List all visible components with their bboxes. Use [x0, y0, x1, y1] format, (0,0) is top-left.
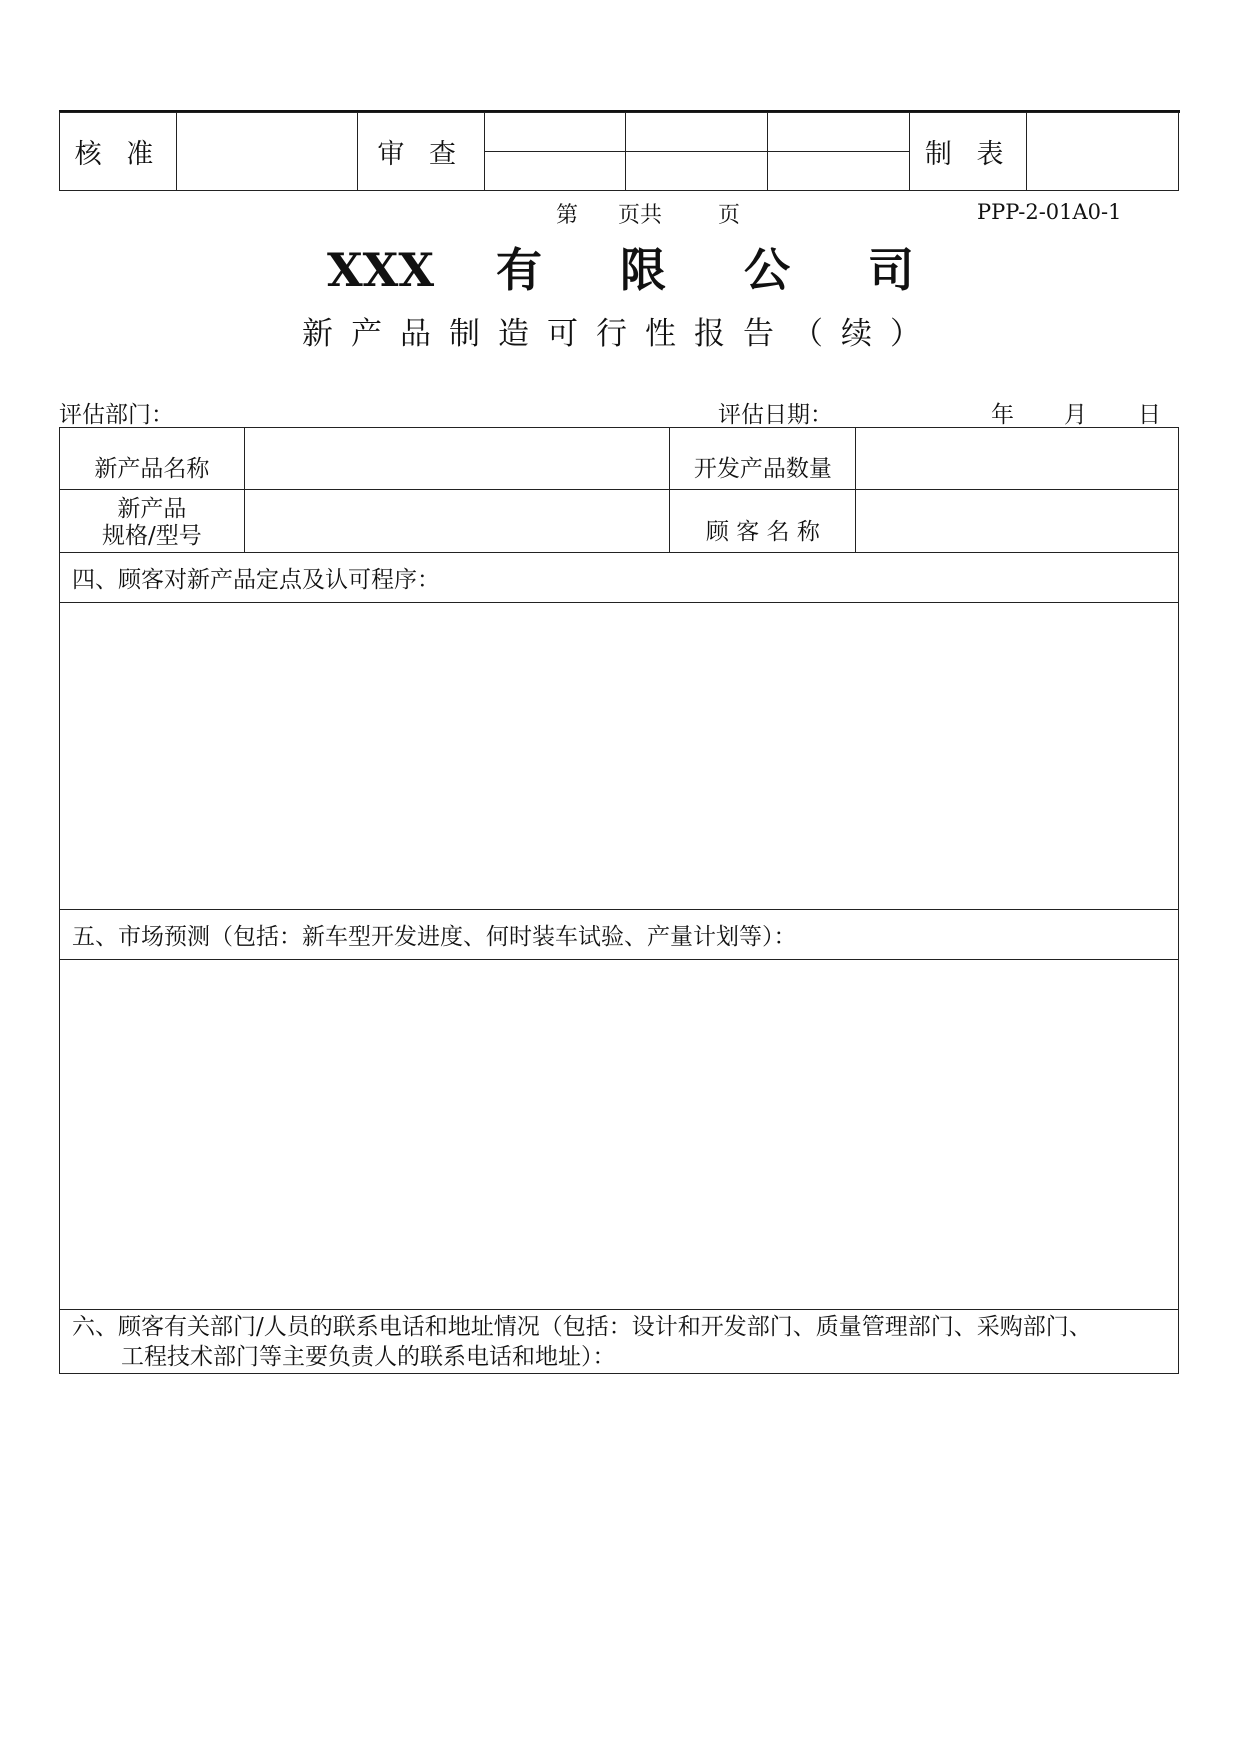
- review-cell-3b[interactable]: [768, 152, 910, 191]
- review-label: 审 查: [357, 113, 484, 191]
- spec-label-line2: 规格/型号: [102, 522, 202, 549]
- section-4-heading: 四、顾客对新产品定点及认可程序：: [60, 553, 1179, 603]
- company-name-part: XXX: [326, 243, 435, 297]
- review-cell-3a[interactable]: [768, 113, 910, 152]
- review-cell-2a[interactable]: [626, 113, 768, 152]
- prepared-signature-cell[interactable]: [1027, 113, 1179, 191]
- section-5-heading: 五、市场预测（包括：新车型开发进度、何时装车试验、产量计划等）：: [60, 910, 1179, 960]
- date-day: 日: [1138, 402, 1161, 428]
- doc-code: PPP-2-01A0-1: [977, 200, 1122, 224]
- product-name-label: 新产品名称: [60, 428, 245, 490]
- report-title: 新产品制造可行性报告（续）: [302, 316, 939, 352]
- company-name-part: 限: [620, 243, 667, 297]
- date-year: 年: [991, 402, 1014, 428]
- quantity-cell[interactable]: [856, 428, 1179, 490]
- review-cell-2b[interactable]: [626, 152, 768, 191]
- quantity-label: 开发产品数量: [670, 428, 856, 490]
- prepared-label: 制 表: [910, 113, 1027, 191]
- company-name-part: 司: [868, 243, 915, 297]
- section-6-line1: 六、顾客有关部门/人员的联系电话和地址情况（包括：设计和开发部门、质量管理部门、采购部门、: [72, 1313, 1092, 1340]
- page-label: 第: [556, 203, 579, 228]
- verify-signature-cell[interactable]: [176, 113, 357, 191]
- customer-cell[interactable]: [856, 490, 1179, 553]
- date-label: 评估日期：: [718, 402, 833, 428]
- product-name-cell[interactable]: [244, 428, 670, 490]
- approval-table: [59, 112, 1179, 191]
- date-month: 月: [1064, 402, 1087, 428]
- page-total-label: 页: [718, 203, 741, 228]
- spec-label-line1: 新产品: [117, 495, 187, 522]
- section-6-heading: [60, 1310, 1179, 1374]
- section-5-content[interactable]: [60, 960, 1179, 1310]
- section-4-content[interactable]: [60, 603, 1179, 910]
- company-name-part: 公: [744, 243, 791, 297]
- dept-label: 评估部门：: [59, 402, 174, 428]
- verify-label: 核 准: [60, 113, 177, 191]
- review-cell-1b[interactable]: [484, 152, 626, 191]
- section-6-line2: 工程技术部门等主要负责人的联系电话和地址）：: [121, 1343, 616, 1370]
- customer-label: 顾 客 名 称: [670, 490, 856, 553]
- spec-cell[interactable]: [244, 490, 670, 553]
- feasibility-form: [59, 427, 1179, 1374]
- page-of-label: 页共: [618, 203, 663, 228]
- review-cell-1a[interactable]: [484, 113, 626, 152]
- company-name: [0, 234, 1241, 300]
- company-name-part: 有: [496, 243, 543, 297]
- spec-label: [60, 490, 245, 553]
